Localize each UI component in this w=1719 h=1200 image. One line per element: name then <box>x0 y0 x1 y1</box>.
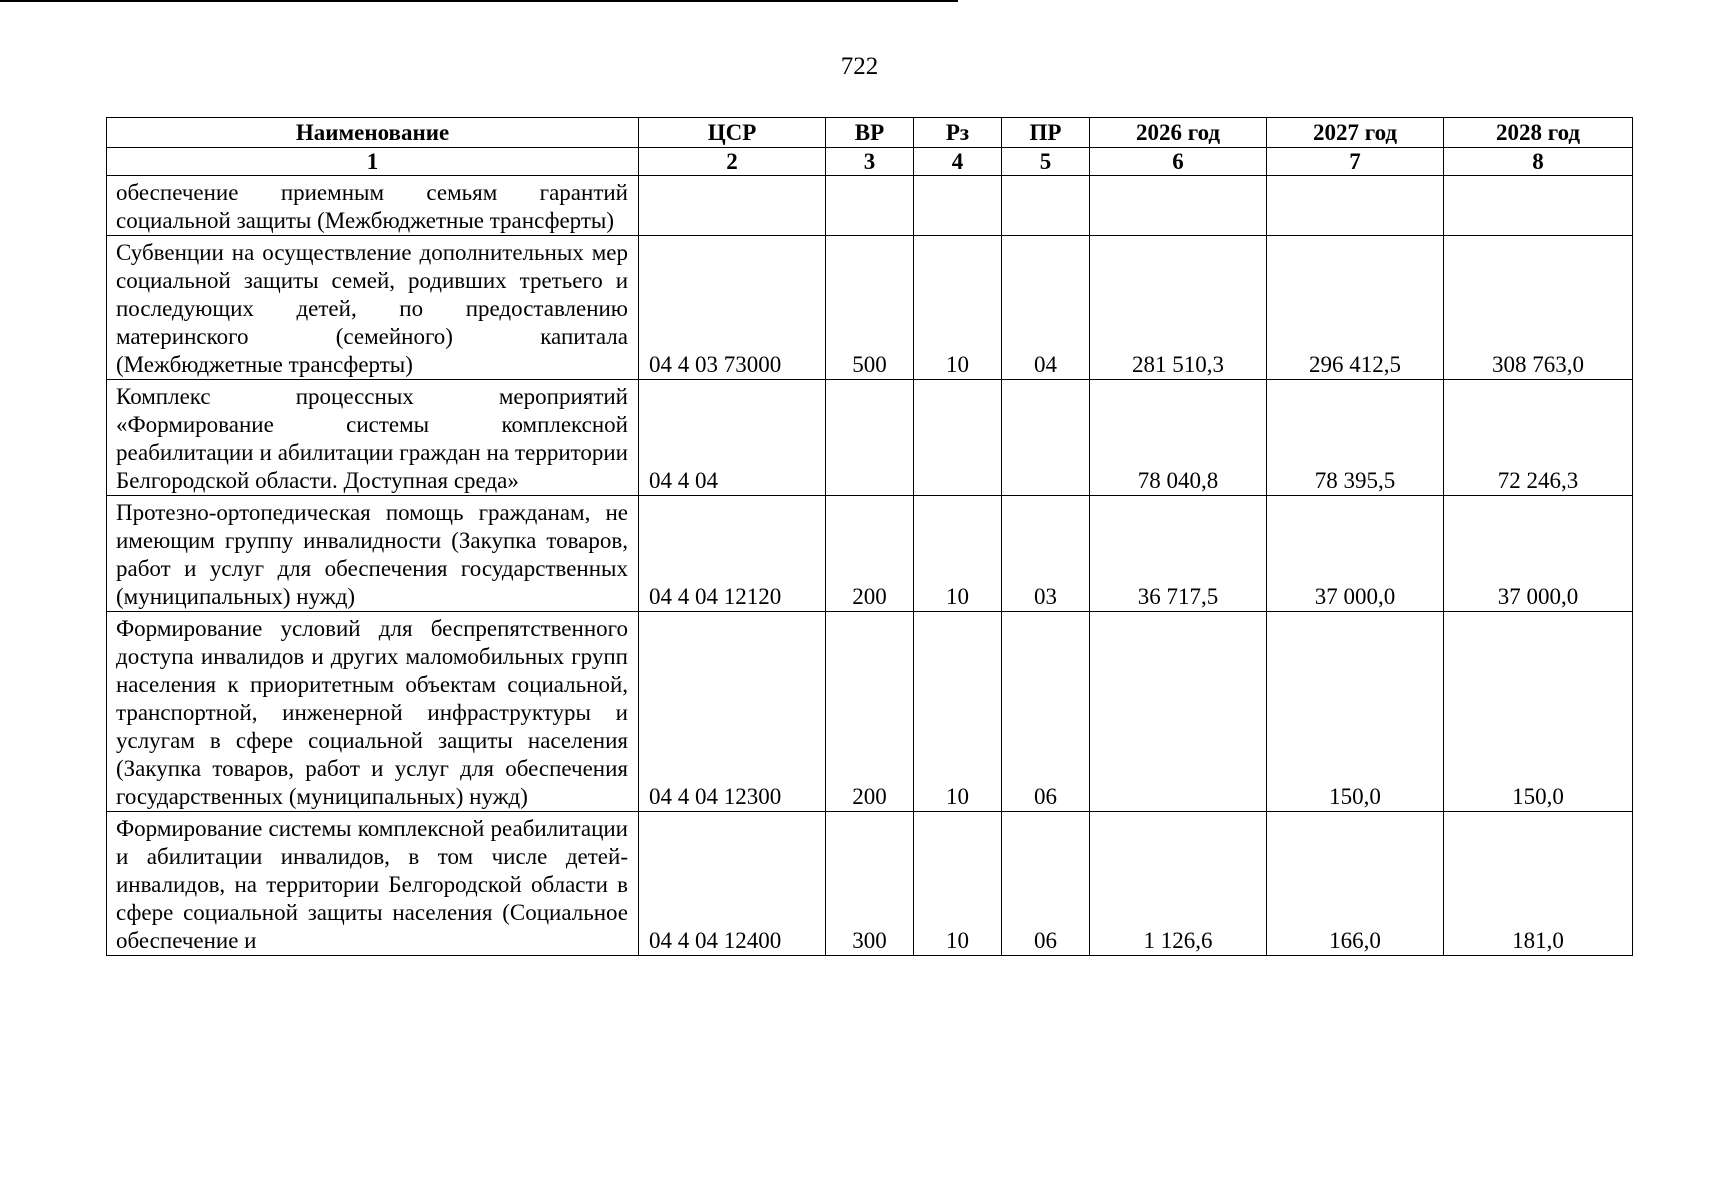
row-2026: 281 510,3 <box>1090 236 1267 380</box>
row-rz: 10 <box>914 812 1002 956</box>
row-csr <box>639 176 826 236</box>
row-vr: 200 <box>826 496 914 612</box>
column-number: 2 <box>639 148 826 176</box>
row-pr: 04 <box>1002 236 1090 380</box>
column-number: 4 <box>914 148 1002 176</box>
header-name: Наименование <box>107 118 639 148</box>
page-number: 722 <box>840 53 879 80</box>
column-number: 8 <box>1444 148 1633 176</box>
row-name: Протезно-ортопедическая помощь гражданам, не имеющим группу инвалидности (Закупка товаров, работ и услуг для обеспечения государственных (муниципальных) нужд) <box>107 496 639 612</box>
row-pr: 06 <box>1002 812 1090 956</box>
row-2027 <box>1267 176 1444 236</box>
row-2026: 1 126,6 <box>1090 812 1267 956</box>
column-number: 5 <box>1002 148 1090 176</box>
header-2027: 2027 год <box>1267 118 1444 148</box>
row-vr: 500 <box>826 236 914 380</box>
table-row <box>107 496 1633 612</box>
header-2026: 2026 год <box>1090 118 1267 148</box>
row-csr: 04 4 04 12300 <box>639 612 826 812</box>
header-2028: 2028 год <box>1444 118 1633 148</box>
row-2026 <box>1090 612 1267 812</box>
row-pr <box>1002 380 1090 496</box>
row-name: Субвенции на осуществление дополнительных мер социальной защиты семей, родивших третьего и последующих детей, по предоставлению материнского (семейного) капитала (Межбюджетные трансферты) <box>107 236 639 380</box>
row-name: Комплекс процессных мероприятий «Формирование системы комплексной реабилитации и абилитации граждан на территории Белгородской области. Доступная среда» <box>107 380 639 496</box>
row-vr: 200 <box>826 612 914 812</box>
row-vr <box>826 176 914 236</box>
row-rz: 10 <box>914 236 1002 380</box>
top-rule <box>0 0 958 2</box>
row-2027: 37 000,0 <box>1267 496 1444 612</box>
row-2028: 37 000,0 <box>1444 496 1633 612</box>
row-2028: 181,0 <box>1444 812 1633 956</box>
row-2027: 166,0 <box>1267 812 1444 956</box>
row-2028: 308 763,0 <box>1444 236 1633 380</box>
row-csr: 04 4 04 12120 <box>639 496 826 612</box>
row-2026: 36 717,5 <box>1090 496 1267 612</box>
row-rz <box>914 380 1002 496</box>
column-number-row <box>107 148 1633 176</box>
table-row <box>107 176 1633 236</box>
table-row <box>107 380 1633 496</box>
row-2026: 78 040,8 <box>1090 380 1267 496</box>
column-number: 1 <box>107 148 639 176</box>
row-csr: 04 4 03 73000 <box>639 236 826 380</box>
row-vr <box>826 380 914 496</box>
row-name: Формирование условий для беспрепятственного доступа инвалидов и других маломобильных групп населения к приоритетным объектам социальной, транспортной, инженерной инфраструктуры и услугам в сфере социальной защиты населения (Закупка товаров, работ и услуг для обеспечения государственных (муниципальных) нужд) <box>107 612 639 812</box>
header-pr: ПР <box>1002 118 1090 148</box>
column-number: 7 <box>1267 148 1444 176</box>
table-row <box>107 612 1633 812</box>
row-csr: 04 4 04 <box>639 380 826 496</box>
row-2028: 72 246,3 <box>1444 380 1633 496</box>
row-2027: 296 412,5 <box>1267 236 1444 380</box>
row-2027: 78 395,5 <box>1267 380 1444 496</box>
row-2027: 150,0 <box>1267 612 1444 812</box>
row-rz: 10 <box>914 612 1002 812</box>
column-number: 6 <box>1090 148 1267 176</box>
header-csr: ЦСР <box>639 118 826 148</box>
table-row <box>107 812 1633 956</box>
column-number: 3 <box>826 148 914 176</box>
row-rz <box>914 176 1002 236</box>
row-2026 <box>1090 176 1267 236</box>
row-name: обеспечение приемным семьям гарантий социальной защиты (Межбюджетные трансферты) <box>107 176 639 236</box>
row-vr: 300 <box>826 812 914 956</box>
row-rz: 10 <box>914 496 1002 612</box>
row-name: Формирование системы комплексной реабилитации и абилитации инвалидов, в том числе детей-инвалидов, на территории Белгородской области в сфере социальной защиты населения (Социальное обеспечение и <box>107 812 639 956</box>
row-pr <box>1002 176 1090 236</box>
header-vr: ВР <box>826 118 914 148</box>
row-pr: 03 <box>1002 496 1090 612</box>
table-row <box>107 236 1633 380</box>
row-csr: 04 4 04 12400 <box>639 812 826 956</box>
row-2028 <box>1444 176 1633 236</box>
header-row <box>107 118 1633 148</box>
budget-table <box>106 117 1633 956</box>
header-rz: Рз <box>914 118 1002 148</box>
row-pr: 06 <box>1002 612 1090 812</box>
row-2028: 150,0 <box>1444 612 1633 812</box>
